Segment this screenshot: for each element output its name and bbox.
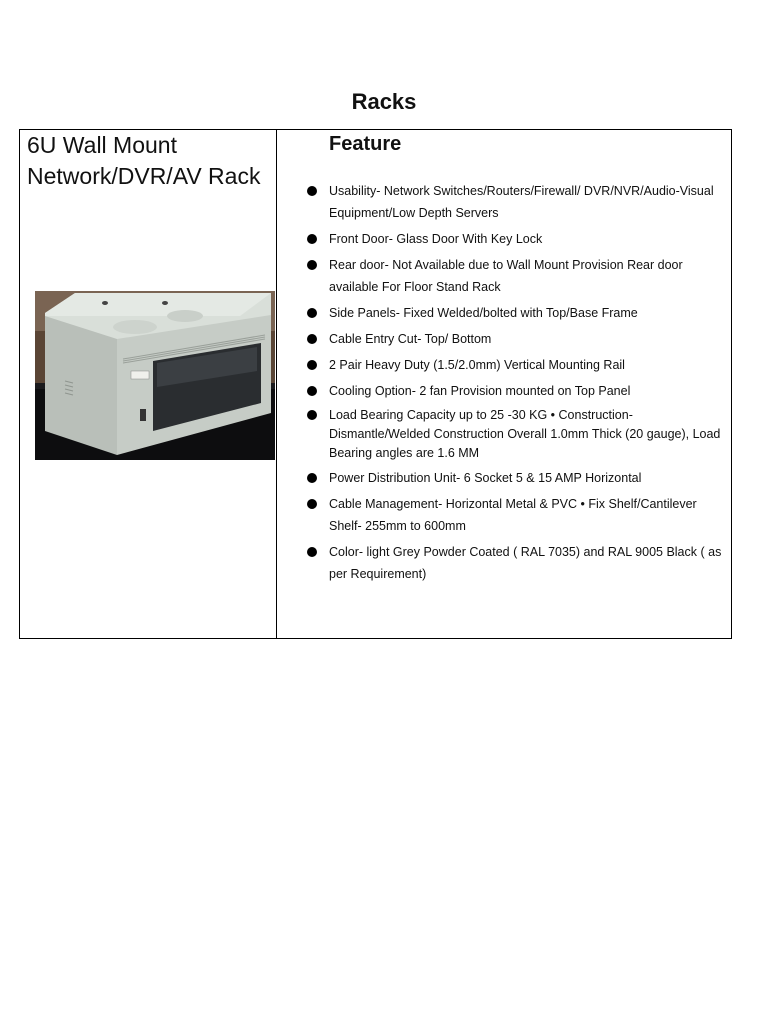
bullet-icon [307, 308, 317, 318]
bullet-icon [307, 186, 317, 196]
feature-item: Side Panels- Fixed Welded/bolted with Top/Base Frame [303, 302, 723, 324]
feature-item: Rear door- Not Available due to Wall Mount Provision Rear door available For Floor Stand Rack [303, 254, 723, 298]
bullet-icon [307, 234, 317, 244]
feature-item: Cable Management- Horizontal Metal & PVC • Fix Shelf/Cantilever Shelf- 255mm to 600mm [303, 493, 723, 537]
feature-item: Load Bearing Capacity up to 25 -30 KG • Construction- Dismantle/Welded Construction Overall 1.0mm Thick (20 gauge), Load Bearing angles are 1.6 MM [303, 406, 723, 463]
feature-item: Usability- Network Switches/Routers/Firewall/ DVR/NVR/Audio-Visual Equipment/Low Depth Servers [303, 180, 723, 224]
bullet-icon [307, 360, 317, 370]
feature-item: 2 Pair Heavy Duty (1.5/2.0mm) Vertical Mounting Rail [303, 354, 723, 376]
bullet-icon [307, 410, 317, 420]
spec-table [19, 129, 732, 639]
feature-item: Front Door- Glass Door With Key Lock [303, 228, 723, 250]
bullet-icon [307, 386, 317, 396]
bullet-icon [307, 473, 317, 483]
bullet-icon [307, 499, 317, 509]
feature-item: Power Distribution Unit- 6 Socket 5 & 15 AMP Horizontal [303, 467, 723, 489]
product-name: 6U Wall Mount Network/DVR/AV Rack [27, 132, 261, 189]
feature-item: Cable Entry Cut- Top/ Bottom [303, 328, 723, 350]
product-image [35, 291, 275, 460]
bullet-icon [307, 260, 317, 270]
feature-item: Color- light Grey Powder Coated ( RAL 7035) and RAL 9005 Black ( as per Requirement) [303, 541, 723, 585]
feature-item: Cooling Option- 2 fan Provision mounted on Top Panel [303, 380, 723, 402]
bullet-icon [307, 334, 317, 344]
feature-list [303, 180, 723, 589]
page-title: Racks [351, 89, 417, 114]
bullet-icon [307, 547, 317, 557]
column-divider [276, 130, 277, 638]
feature-heading: Feature [329, 133, 402, 155]
